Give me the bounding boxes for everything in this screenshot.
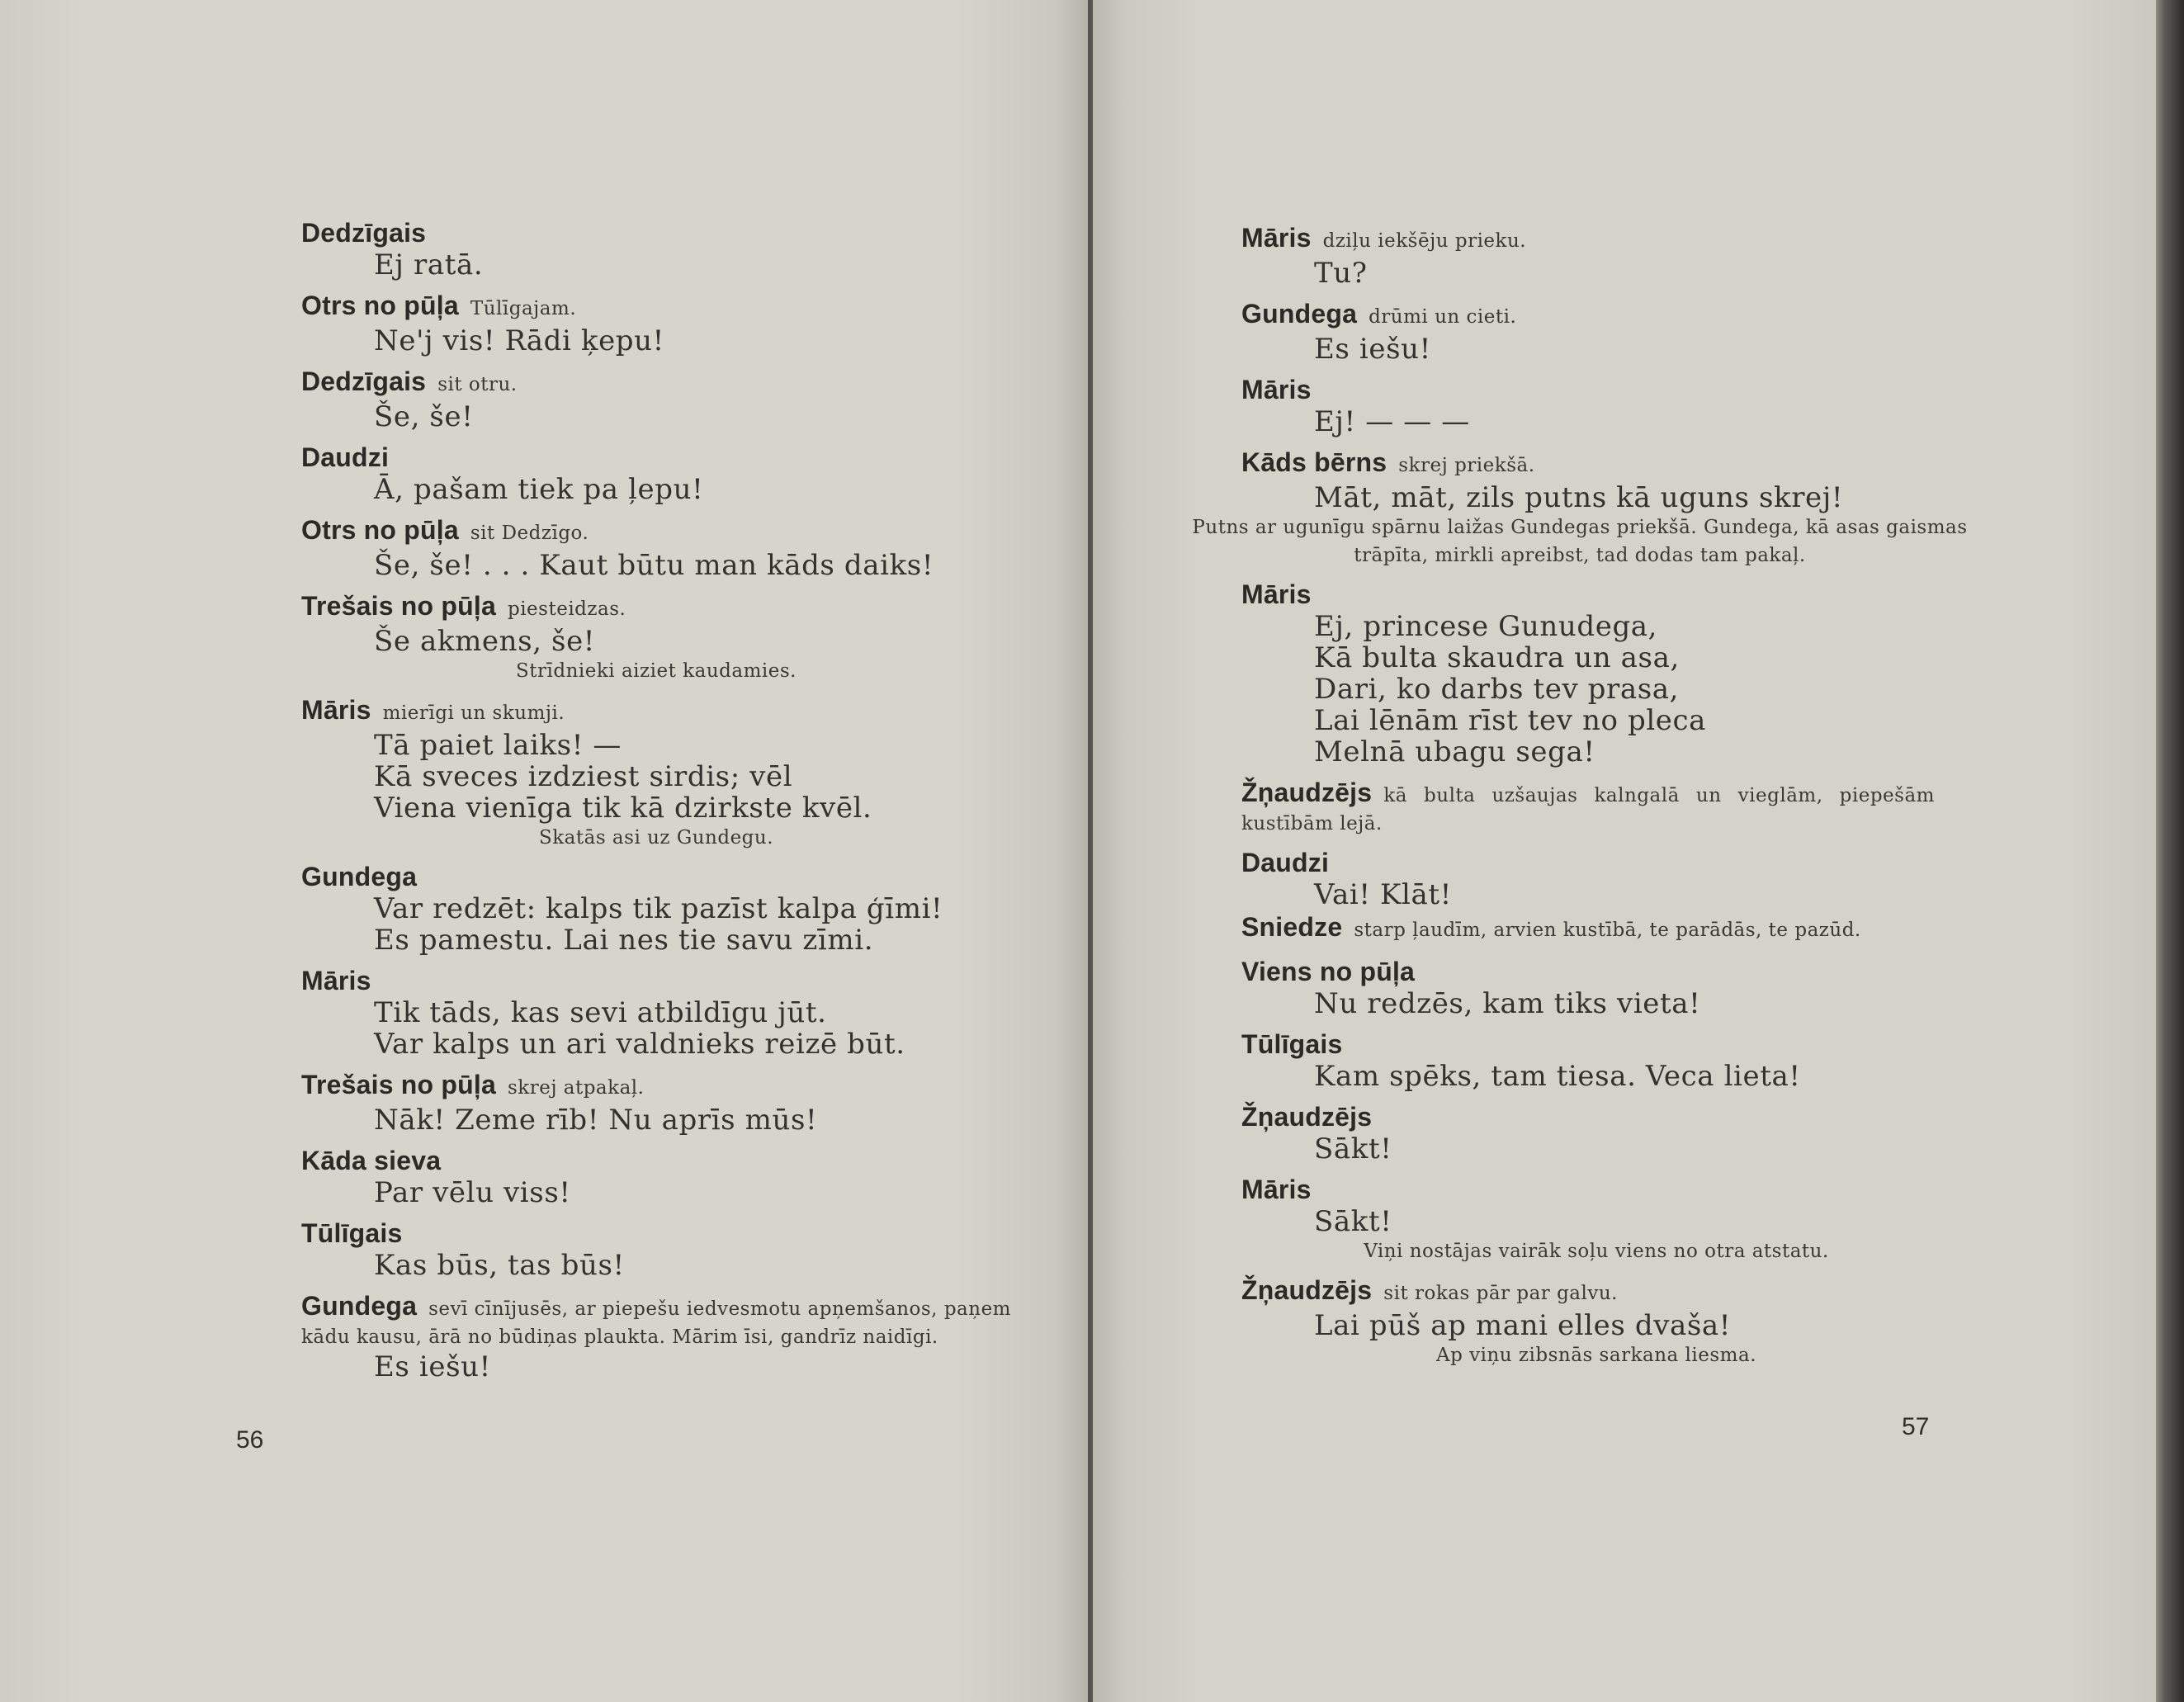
dialogue-line: Tik tāds, kas sevi atbildīgu jūt. [374, 996, 827, 1029]
speaker-name: Trešais no pūļa [301, 591, 496, 621]
speaker-heading [301, 1068, 1011, 1104]
dialogue-block [301, 1289, 1011, 1383]
speaker-name: Kāds bērns [1241, 447, 1387, 477]
stage-direction: piesteidzas. [507, 598, 626, 620]
page-number: 57 [1902, 1413, 1930, 1440]
dialogue-line: Še, še! [374, 400, 474, 433]
dialogue-line: Kā sveces izdziest sirdis; vēl [374, 760, 793, 793]
dialogue-block [1241, 297, 1951, 365]
dialogue-line: Var kalps un ari valdnieks reizē būt. [374, 1028, 905, 1061]
dialogue-line: Še akmens, še! [374, 625, 596, 658]
dialogue-block [1241, 446, 1951, 513]
stage-direction: mierīgi un skumji. [382, 702, 565, 724]
speaker-name: Gundega [301, 1291, 418, 1321]
dialogue-block [301, 216, 1011, 281]
dialogue-line: Nāk! Zeme rīb! Nu aprīs mūs! [374, 1104, 818, 1137]
dialogue-block [1241, 1274, 1951, 1341]
speaker-name: Trešais no pūļa [301, 1070, 496, 1099]
dialogue-line: Vai! Klāt! [1314, 878, 1452, 911]
speaker-name: Daudzi [1241, 848, 1330, 877]
dialogue-line: Ej! — — — [1314, 405, 1470, 438]
right-page [1093, 0, 2156, 1702]
dialogue-line: Kam spēks, tam tiesa. Veca lieta! [1314, 1060, 1801, 1093]
speaker-name: Gundega [301, 862, 418, 891]
dialogue-line: Es pamestu. Lai nes tie savu zīmi. [374, 924, 874, 957]
dialogue-block [1241, 373, 1951, 437]
left-page [0, 0, 1088, 1702]
speaker-name: Viens no pūļa [1241, 957, 1416, 986]
dialogue-block [301, 693, 1011, 824]
dialogue-block [301, 860, 1011, 956]
dialogue-block [301, 1217, 1011, 1281]
dialogue-block [1241, 1028, 1951, 1092]
speaker-heading [1241, 776, 1935, 838]
speaker-name: Otrs no pūļa [301, 291, 459, 320]
dialogue-line: Sākt! [1314, 1205, 1392, 1238]
dialogue-line: Ej, princese Gunudega, [1314, 610, 1658, 643]
dialogue-line: Viena vienīga tik kā dzirkste kvēl. [374, 792, 872, 825]
speaker-name: Māris [1241, 579, 1312, 609]
stage-direction: skrej priekšā. [1398, 455, 1535, 476]
page-number: 56 [236, 1426, 264, 1454]
dialogue-block [301, 441, 1011, 505]
dialogue-block [301, 589, 1011, 657]
dialogue-line: Tā paiet laiks! — [374, 729, 622, 762]
dialogue-line: Ne'j vis! Rādi ķepu! [374, 324, 664, 357]
stage-direction: kā bulta uzšaujas kalngalā un vieglām, piepešām kustībām lejā. [1241, 785, 1935, 834]
dialogue-block [1241, 221, 1951, 289]
dialogue-line: Kā bulta skaudra un asa, [1314, 641, 1680, 674]
speaker-heading [301, 289, 1011, 325]
speaker-heading [301, 513, 1011, 550]
speaker-heading [1241, 221, 1951, 258]
dialogue-line: Še, še! . . . Kaut būtu man kāds daiks! [374, 549, 934, 582]
speaker-name: Žņaudzējs [1241, 778, 1373, 807]
dialogue-block [1241, 776, 1951, 838]
dialogue-line: Sākt! [1314, 1132, 1392, 1165]
stage-direction: Viņi nostājas vairāk soļu viens no otra atstatu. [1364, 1241, 1829, 1262]
stage-direction: skrej atpakaļ. [507, 1077, 645, 1099]
speaker-heading [1241, 1274, 1951, 1310]
stage-direction: Strīdnieki aiziet kaudamies. [516, 660, 797, 682]
speaker-name: Māris [301, 695, 371, 725]
speaker-name: Māris [1241, 223, 1312, 253]
stage-direction: Ap viņu zibsnās sarkana liesma. [1435, 1345, 1757, 1366]
stage-direction: sit otru. [437, 374, 518, 395]
speaker-name: Gundega [1241, 299, 1358, 329]
right-page-text [1192, 221, 1968, 1369]
dialogue-line: Lai lēnām rīst tev no pleca [1314, 704, 1707, 737]
dialogue-line: Es iešu! [1314, 333, 1431, 366]
stage-direction: Putns ar ugunīgu spārnu laižas Gundegas priekšā. Gundega, kā asas gaismas trāpīta, mirkli apreibst, tad dodas tam pakaļ. [1192, 517, 1968, 566]
dialogue-line: Dari, ko darbs tev prasa, [1314, 673, 1680, 706]
speaker-heading [301, 1289, 1011, 1351]
dialogue-line: Ā, pašam tiek pa ļepu! [374, 473, 704, 506]
dialogue-block [301, 289, 1011, 357]
dialogue-block [301, 365, 1011, 433]
dialogue-line: Kas būs, tas būs! [374, 1249, 625, 1282]
speaker-name: Kāda sieva [301, 1146, 442, 1175]
speaker-name: Tūlīgais [301, 1218, 403, 1248]
stage-direction: starp ļaudīm, arvien kustībā, te parādās, te pazūd. [1354, 920, 1861, 941]
speaker-name: Māris [1241, 1175, 1312, 1204]
stage-direction: sit rokas pār par galvu. [1383, 1283, 1618, 1304]
speaker-name: Otrs no pūļa [301, 515, 459, 545]
speaker-name: Daudzi [301, 442, 390, 472]
speaker-heading [1241, 910, 1951, 947]
dialogue-line: Tu? [1314, 257, 1368, 290]
dialogue-line: Melnā ubagu sega! [1314, 735, 1595, 768]
page-edge [2156, 0, 2184, 1702]
dialogue-block [1241, 846, 1951, 910]
speaker-name: Sniedze [1241, 912, 1343, 942]
dialogue-block [1241, 578, 1951, 768]
stage-direction: Tūlīgajam. [470, 298, 577, 319]
speaker-name: Tūlīgais [1241, 1029, 1343, 1059]
speaker-name: Māris [301, 966, 371, 995]
speaker-name: Dedzīgais [301, 218, 427, 248]
dialogue-block [301, 1068, 1011, 1136]
speaker-heading [301, 693, 1011, 730]
speaker-name: Māris [1241, 375, 1312, 404]
dialogue-line: Māt, māt, zils putns kā uguns skrej! [1314, 481, 1844, 514]
dialogue-line: Nu redzēs, kam tiks vieta! [1314, 987, 1701, 1020]
stage-direction: dziļu iekšēju prieku. [1322, 230, 1527, 252]
dialogue-block [301, 964, 1011, 1060]
dialogue-block [1241, 1100, 1951, 1165]
speaker-heading [1241, 446, 1951, 482]
stage-direction: sevī cīnījusēs, ar piepešu iedvesmotu apņemšanos, paņem kādu kausu, ārā no būdiņas plaukta. Mārim īsi, gandrīz naidīgi. [301, 1298, 1011, 1348]
dialogue-block [301, 513, 1011, 581]
dialogue-line: Ej ratā. [374, 248, 484, 281]
dialogue-line: Var redzēt: kalps tik pazīst kalpa ģīmi! [374, 892, 943, 925]
dialogue-block [1241, 910, 1951, 947]
dialogue-block [301, 1144, 1011, 1208]
stage-direction: Skatās asi uz Gundegu. [538, 827, 774, 849]
speaker-name: Žņaudzējs [1241, 1275, 1373, 1305]
dialogue-block [1241, 1173, 1951, 1237]
speaker-heading [1241, 297, 1951, 333]
speaker-name: Dedzīgais [301, 366, 427, 396]
dialogue-block [1241, 955, 1951, 1019]
stage-direction: sit Dedzīgo. [470, 522, 589, 544]
dialogue-line: Lai pūš ap mani elles dvaša! [1314, 1309, 1732, 1342]
speaker-heading [301, 365, 1011, 401]
speaker-name: Žņaudzējs [1241, 1102, 1373, 1132]
speaker-heading [301, 589, 1011, 626]
stage-direction: drūmi un cieti. [1369, 306, 1517, 328]
dialogue-line: Es iešu! [374, 1350, 491, 1383]
dialogue-line: Par vēlu viss! [374, 1176, 571, 1209]
left-page-text [301, 216, 1011, 1383]
